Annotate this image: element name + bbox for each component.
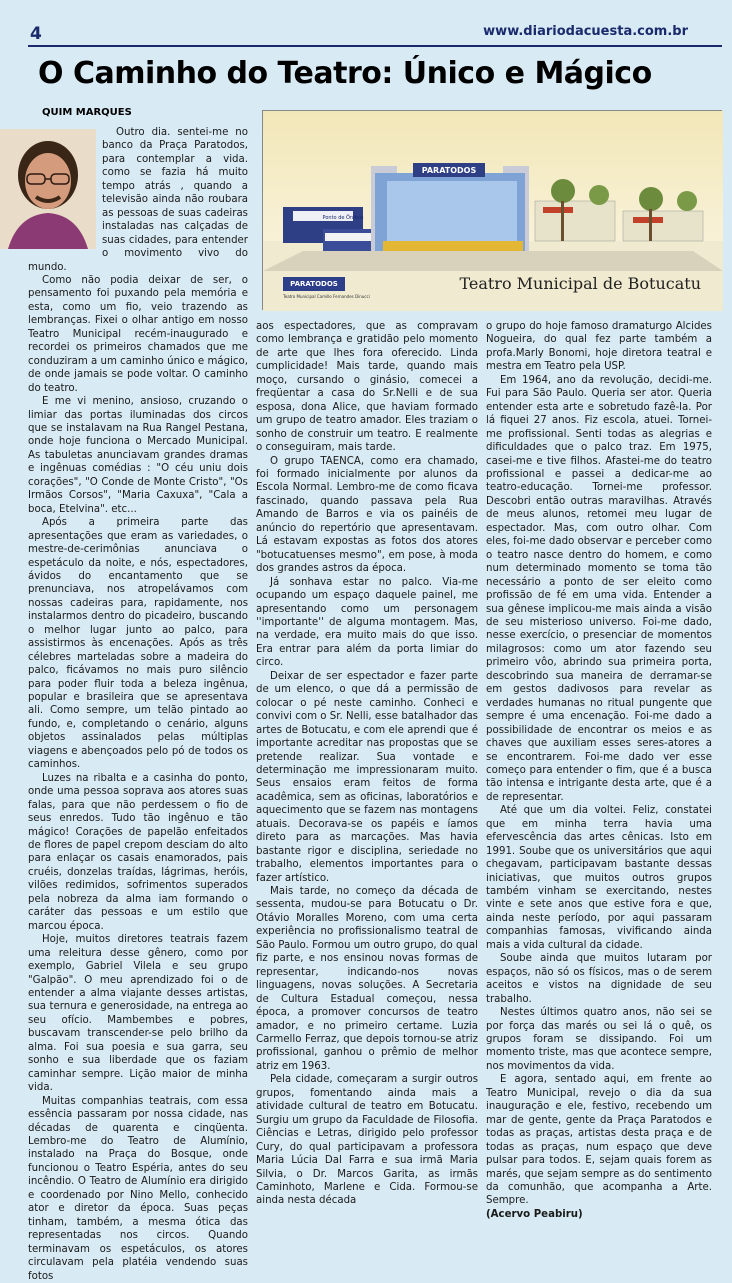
bus-stop-sign: Ponto de Ônibus [322, 215, 364, 221]
paragraph: Outro dia. sentei-me no banco da Praça Paratodos, para contemplar a vida. como se fazia há muito tempo atrás , quando a televisão ainda não roubara as pessoas de suas cadeiras instaladas nas calçadas de suas cidades, para entender o movimento vivo do mundo. [28, 127, 248, 273]
paragraph: Nestes últimos quatro anos, não sei se por força das marés ou sei lá o quê, os grupos foram se dissipando. Foi um momento triste, mas que acontece sempre, nos movimentos da vida. [486, 1007, 712, 1072]
paratodos-logo: PARATODOS [283, 277, 345, 291]
column-1 [28, 126, 248, 1283]
paragraph: Soube ainda que muitos lutaram por espaços, não só os físicos, mas o de serem aceitos e vistos na dignidade de seu trabalho. [486, 953, 712, 1005]
paragraph: Após a primeira parte das apresentações que eram as variedades, o mestre-de-cerimônias anunciava o espetáculo da noite, e nós, espectadores, ávidos do encantamento que se prenunciava, nos atropelávamos com nossas cadeiras para, rapidamente, nos instalarmos dentro do picadeiro, buscando o melhor lugar junto ao palco, para assistirmos às encenações. Após as três célebres marteladas sobre a madeira do palco, ficávamos no mais puro silêncio para poder fluir toda a beleza ingênua, popular e brasileira que se apresentava ali. Como sempre, um telão pintado ao fundo, e, completando o cenário, alguns objetos assinalados pelas múltiplas viagens e abençoados pelo pó de todos os caminhos. [28, 517, 248, 771]
paragraph: Deixar de ser espectador e fazer parte de um elenco, o que dá a permissão de colocar o pé neste caminho. Conheci e convivi com o Sr. Nelli, esse batalhador das artes de Botucatu, e com ele aprendi que é importante acreditar nas propostas que se pretende realizar. Sua vontade e determinação me impressionaram muito. Seus ensaios eram feitos de forma acadêmica, sem as oficinas, laboratórios e aquecimento que se fazem nas montagens atuais. Decorava-se os papéis e íamos direto para as marcações. Mas havia bastante rigor e disciplina, seriedade no trabalho, elementos importantes para o fazer artístico. [256, 670, 478, 884]
paragraph: E me vi menino, ansioso, cruzando o limiar das portas iluminadas dos circos que se instalavam na Rua Rangel Pestana, onde hoje funciona o Mercado Municipal. As tabuletas anunciavam grandes dramas e ingênuas comédias : "O céu uniu dois corações", "O Conde de Monte Cristo", "Os Irmãos Corsos", "Maria Caxuxa", "Cala a boca, Etelvina". etc... [28, 396, 248, 515]
paragraph: O grupo TAENCA, como era chamado, foi formado inicialmente por alunos da Escola Normal. Lembro-me de como ficava fascinado, quando passava pela Rua Amando de Barros e via os painéis de anúncio do repertório que apresentavam. Lá estavam expostas as fotos dos atores "botucatuenses mesmo", em pose, à moda dos grandes astros da época. [256, 455, 478, 575]
paragraph: Luzes na ribalta e a casinha do ponto, onde uma pessoa soprava aos atores suas falas, para que não perdessem o fio de seus enredos. Tudo tão ingênuo e tão mágico! Corações de papelão enfeitados de flores de papel crepom desciam do alto para enlaçar os casais enamorados, pais cruéis, donzelas traídas, lágrimas, heróis, vilões redimidos, sofrimentos superados pela nobreza da alma iam formando o caráter das pessoas e um estilo que marcou época. [28, 772, 248, 932]
illustration-caption: Teatro Municipal de Botucatu [459, 274, 701, 293]
column-2 [256, 320, 478, 1208]
paragraph: E agora, sentado aqui, em frente ao Teatro Municipal, revejo o dia da sua inauguração e ele, festivo, recebendo um mar de gente, gente da Praça Paratodos e todas as praças, artistas desta praça e de todas as praças, num espaço que deve pulsar para todos. E, sejam quais forem as marés, que sejam sempre as do sentimento da comunhão, que acompanha a Arte. Sempre. [486, 1074, 712, 1207]
author-byline: QUIM MARQUES [42, 107, 132, 118]
site-url[interactable]: www.diariodacuesta.com.br [483, 24, 688, 39]
photo-credit: (Acervo Peabiru) [486, 1208, 583, 1220]
article-title: O Caminho do Teatro: Único e Mágico [38, 56, 652, 91]
paragraph: Muitas companhias teatrais, com essa essência passaram por nossa cidade, nas décadas de quarenta e cinqüenta. Lembro-me do Teatro de Alumínio, instalado na Praça do Bosque, onde funcionou o Teatro Espéria, antes do seu incêndio. O Teatro de Alumínio era dirigido e coordenado por Nino Mello, conhecido ator e diretor da época. Suas peças tinham, também, a mesma ótica das representadas nos circos. Quando terminavam os espetáculos, os atores circulavam pela platéia vendendo suas fotos [28, 1095, 248, 1282]
paragraph: Mais tarde, no começo da década de sessenta, mudou-se para Botucatu o Dr. Otávio Moralles Moreno, com uma certa experiência no profissionalismo teatral de São Paulo. Formou um outro grupo, do qual fiz parte, e nos ensinou novas formas de representar, indicando-nos novas linguagens, novas soluções. A Secretaria de Cultura Estadual começou, nessa época, a promover concursos de teatro amador, e no primeiro certame. Luzia Carmello Ferraz, que depois tornou-se atriz profissional, ganhou o prêmio de melhor atriz em 1963. [256, 886, 478, 1072]
paragraph: Como não podia deixar de ser, o pensamento foi puxando pela memória e esta, como um fio, veio trazendo as lembranças. Fixei o olhar antigo em nosso Teatro Municipal recém-inaugurado e recordei os primeiros chamados que me conduziram a um caminho único e mágico, de onde jamais se pode voltar. O caminho do teatro. [28, 274, 248, 394]
facade-sign: PARATODOS [421, 166, 477, 175]
page-number: 4 [30, 24, 42, 44]
author-portrait [0, 129, 96, 249]
paragraph: Até que um dia voltei. Feliz, constatei que em minha terra havia uma efervescência das artes cênicas. Isto em 1991. Soube que os universitários que aqui chegavam, participavam bastante dessas iniciativas, que muitos outros grupos também vinham se exercitando, nestes vinte e sete anos que estive fora e que, ainda neste período, por aqui passaram companhias famosas, vivificando ainda mais a vida cultural da cidade. [486, 805, 712, 951]
author-photo [0, 129, 96, 249]
paragraph: Em 1964, ano da revolução, decidi-me. Fui para São Paulo. Queria ser ator. Queria entender esta arte e sobretudo fazê-la. Por lá fiquei 27 anos. Fiz escola, atuei. Tornei-me profissional. Senti todas as alegrias e dificuldades que o palco traz. Em 1975, casei-me e tive filhos. Afastei-me do teatro profissional e passei a dedicar-me ao teatro-educação. Tornei-me professor. Descobri então outras maravilhas. Através de meus alunos, retomei meu lugar de espectador. Mas, com outro olhar. Com eles, foi-me dado observar e perceber como o teatro nasce dentro do homem, e como num determinado momento se toma tão necessário a ponto de ser eleito como profissão de fé em uma vida. Entender a sua gênese implicou-me mais ainda a visão de seu misterioso universo. Foi-me dado, nesse exercício, o presenciar de momentos milagrosos: como um ator fazendo seu primeiro vôo, abrindo sua primeira porta, descobrindo sua maneira de derramar-se em gestos dadivosos para revelar as verdades humanas no ritual pungente que sempre é uma encenação. Foi-me dado a possibilidade de encontrar os meios e as chaves que auxiliam esses seres-atores a se encontrarem. Foi-me dado ver esse começo para entender o fim, que é a busca tão intensa e intrigante desta arte, que é a de representar. [486, 374, 712, 803]
logo-subtext: Teatro Municipal Camillo Fernandes Dinucci [283, 294, 370, 299]
paragraph: Pela cidade, começaram a surgir outros grupos, fomentando ainda mais a atividade cultural de teatro em Botucatu. Surgiu um grupo da Faculdade de Filosofia. Ciências e Letras, dirigido pelo professor Cury, do qual participavam a professora Maria Lúcia Dal Farra e sua irmã Maria Silvia, o Dr. Marcos Garita, as irmãs Caminhoto, Marlene e Cida. Formou-se ainda nesta década [256, 1074, 478, 1207]
paragraph: aos espectadores, que as compravam como lembrança e gratidão pelo momento de arte que lhes fora oferecido. Linda cumplicidade! Mais tarde, quando mais moço, cursando o ginásio, comecei a freqüentar a casa do Sr.Nelli e de sua esposa, dona Alice, que haviam formado um grupo de teatro amador. Eles traziam o sonho de construir um teatro. E realmente o conseguiram, mais tarde. [256, 321, 478, 454]
column-3 [486, 320, 712, 1221]
paragraph: Hoje, muitos diretores teatrais fazem uma releitura desse gênero, como por exemplo, Gabriel Vilela e seu grupo "Galpão". O meu aprendizado foi o de entender a alma viajante desses artistas, sua ternura e generosidade, na entrega ao seu ofício. Mambembes e pobres, buscavam transcender-se pelo brilho da alma. Foi sua poesia e sua garra, seu sonho e sua liberdade que os faziam caminhar sempre. Lição maior de minha vida. [28, 934, 248, 1094]
paragraph: o grupo do hoje famoso dramaturgo Alcides Nogueira, do qual fez parte também a profa.Marly Bonomi, hoje diretora teatral e mestra em Teatro pela USP. [486, 321, 712, 373]
paragraph: Já sonhava estar no palco. Via-me ocupando um espaço daquele painel, me apresentando como um personagem ''importante'' de alguma montagem. Mas, na verdade, era muito mais do que isso. Era entrar para além da porta limiar do circo. [256, 576, 478, 669]
